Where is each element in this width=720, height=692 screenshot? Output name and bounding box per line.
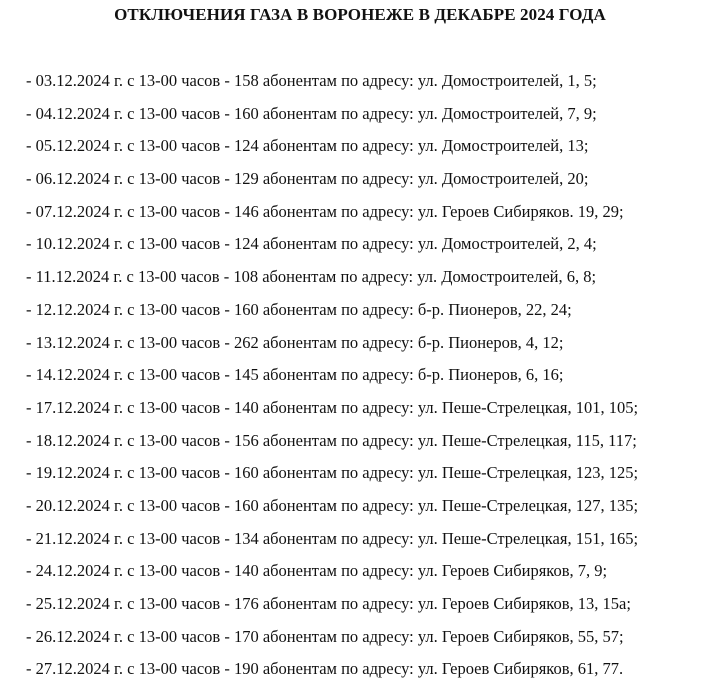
list-item: - 12.12.2024 г. с 13-00 часов - 160 абонентам по адресу: б-р. Пионеров, 22, 24; — [26, 299, 572, 319]
list-item: - 13.12.2024 г. с 13-00 часов - 262 абонентам по адресу: б-р. Пионеров, 4, 12; — [26, 332, 564, 352]
list-item: - 20.12.2024 г. с 13-00 часов - 160 абонентам по адресу: ул. Пеше-Стрелецкая, 127, 135; — [26, 495, 639, 515]
list-item: - 06.12.2024 г. с 13-00 часов - 129 абонентам по адресу: ул. Домостроителей, 20; — [26, 169, 589, 189]
list-item: - 27.12.2024 г. с 13-00 часов - 190 абонентам по адресу: ул. Героев Сибиряков, 61, 77. — [26, 659, 624, 679]
list-item: - 03.12.2024 г. с 13-00 часов - 158 абонентам по адресу: ул. Домостроителей, 1, 5; — [26, 71, 597, 90]
list-item: - 19.12.2024 г. с 13-00 часов - 160 абонентам по адресу: ул. Пеше-Стрелецкая, 123, 125; — [26, 463, 639, 483]
list-item: - 24.12.2024 г. с 13-00 часов - 140 абонентам по адресу: ул. Героев Сибиряков, 7, 9; — [26, 561, 608, 581]
list-item: - 25.12.2024 г. с 13-00 часов - 176 абонентам по адресу: ул. Героев Сибиряков, 13, 15а; — [26, 594, 631, 613]
list-item: - 14.12.2024 г. с 13-00 часов - 145 абонентам по адресу: б-р. Пионеров, 6, 16; — [26, 365, 564, 385]
list-item: - 11.12.2024 г. с 13-00 часов - 108 абонентам по адресу: ул. Домостроителей, 6, 8; — [26, 267, 597, 287]
list-item: - 26.12.2024 г. с 13-00 часов - 170 абонентам по адресу: ул. Героев Сибиряков, 55, 57; — [26, 626, 624, 646]
outage-list — [26, 71, 638, 692]
list-item: - 04.12.2024 г. с 13-00 часов - 160 абонентам по адресу: ул. Домостроителей, 7, 9; — [26, 103, 597, 123]
list-item: - 05.12.2024 г. с 13-00 часов - 124 абонентам по адресу: ул. Домостроителей, 13; — [26, 136, 589, 156]
list-item: - 10.12.2024 г. с 13-00 часов - 124 абонентам по адресу: ул. Домостроителей, 2, 4; — [26, 234, 597, 254]
list-item: - 07.12.2024 г. с 13-00 часов - 146 абонентам по адресу: ул. Героев Сибиряков. 19, 29; — [26, 201, 624, 221]
list-item: - 17.12.2024 г. с 13-00 часов - 140 абонентам по адресу: ул. Пеше-Стрелецкая, 101, 105; — [26, 397, 639, 417]
list-item: - 21.12.2024 г. с 13-00 часов - 134 абонентам по адресу: ул. Пеше-Стрелецкая, 151, 165; — [26, 528, 639, 548]
list-item: - 18.12.2024 г. с 13-00 часов - 156 абонентам по адресу: ул. Пеше-Стрелецкая, 115, 117; — [26, 430, 637, 450]
document-title: ОТКЛЮЧЕНИЯ ГАЗА В ВОРОНЕЖЕ В ДЕКАБРЕ 2024 ГОДА — [114, 5, 606, 24]
